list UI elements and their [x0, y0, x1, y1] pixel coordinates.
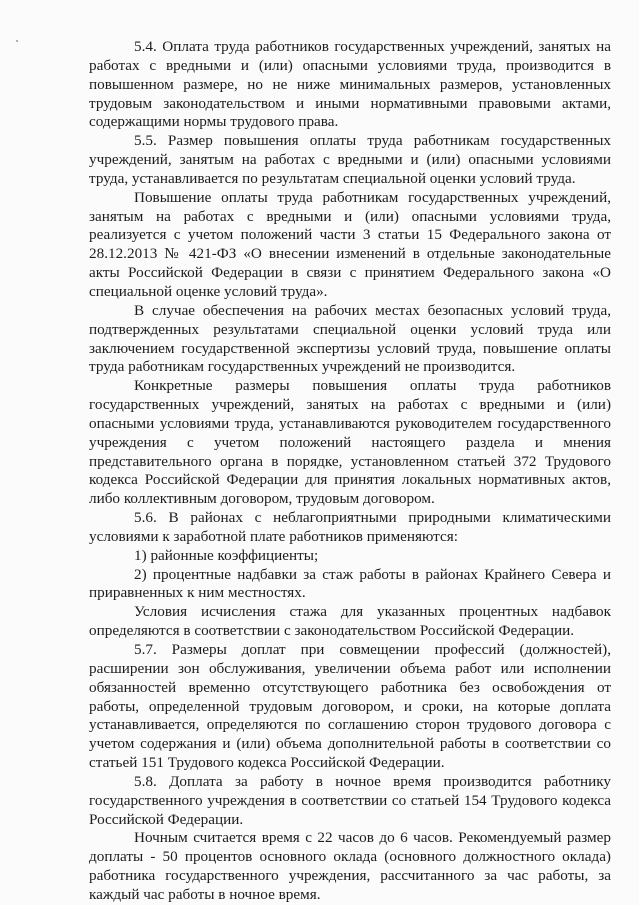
paragraph-5-5: 5.5. Размер повышения оплаты труда работникам государственных учреждений, занятым на работах с вредными и (или) опасными условиями труда, устанавливается по результатам специальной оценки условий труда.: [89, 132, 611, 187]
paragraph-night-time: Ночным считается время с 22 часов до 6 часов. Рекомендуемый размер доплаты - 50 процентов основного оклада (основного должностного оклада) работника государственного учреждения, рассчитанного за час работы, за каждый час работы в ночное время.: [89, 829, 611, 903]
paragraph-safe-conditions: В случае обеспечения на рабочих местах безопасных условий труда, подтвержденных результатами специальной оценки условий труда или заключением государственной экспертизы условий труда, повышение оплаты труда работникам государственных учреждений не производится.: [89, 301, 611, 376]
paragraph-5-4: 5.4. Оплата труда работников государственных учреждений, занятых на работах с вредными и (или) опасными условиями труда, производится в повышенном размере, но не ниже минимальных размеров, установленных трудовым законодательством и иными нормативными правовыми актами, содержащими нормы трудового права.: [89, 38, 611, 131]
paragraph-5-6: 5.6. В районах с неблагоприятными природными климатическими условиями к заработной плате работников применяются:: [89, 509, 611, 545]
paragraph-5-8: 5.8. Доплата за работу в ночное время производится работнику государственного учреждения в соответствии со статьей 154 Трудового кодекса Российской Федерации.: [89, 772, 611, 828]
list-item-regional-coefficients: 1) районные коэффициенты;: [134, 546, 319, 564]
paragraph-specific-amounts: Конкретные размеры повышения оплаты труда работников государственных учреждений, занятых на работах с вредными и (или) опасными условиями труда, устанавливаются руководителем государственного учреждения с учетом положений настоящего раздела и мнения представительного органа в порядке, установленном статьей 372 Трудового кодекса Российской Федерации для принятия локальных нормативных актов, либо коллективным договором, трудовым договором.: [89, 377, 611, 508]
scan-speck: [16, 40, 18, 42]
document-body: [89, 38, 611, 905]
list-item-percentage-allowances: 2) процентные надбавки за стаж работы в районах Крайнего Севера и приравненных к ним местностях.: [89, 565, 611, 602]
paragraph-increase-implementation: Повышение оплаты труда работникам государственных учреждений, занятым на работах с вредными и (или) опасными условиями труда, реализуется с учетом положений части 3 статьи 15 Федерального закона от 28.12.2013 № 421-ФЗ «О внесении изменений в отдельные законодательные акты Российской Федерации в связи с принятием Федерального закона «О специальной оценке условий труда».: [89, 188, 611, 300]
paragraph-5-7: 5.7. Размеры доплат при совмещении профессий (должностей), расширении зон обслуживания, увеличении объема работ или исполнении обязанностей временно отсутствующего работника без освобождения от работы, определенной трудовым договором, и сроки, на которые доплата устанавливается, определяются по соглашению сторон трудового договора с учетом содержания и (или) объема дополнительной работы в соответствии со статьей 151 Трудового кодекса Российской Федерации.: [89, 641, 611, 772]
paragraph-seniority-conditions: Условия исчисления стажа для указанных процентных надбавок определяются в соответствии с законодательством Российской Федерации.: [89, 603, 611, 640]
